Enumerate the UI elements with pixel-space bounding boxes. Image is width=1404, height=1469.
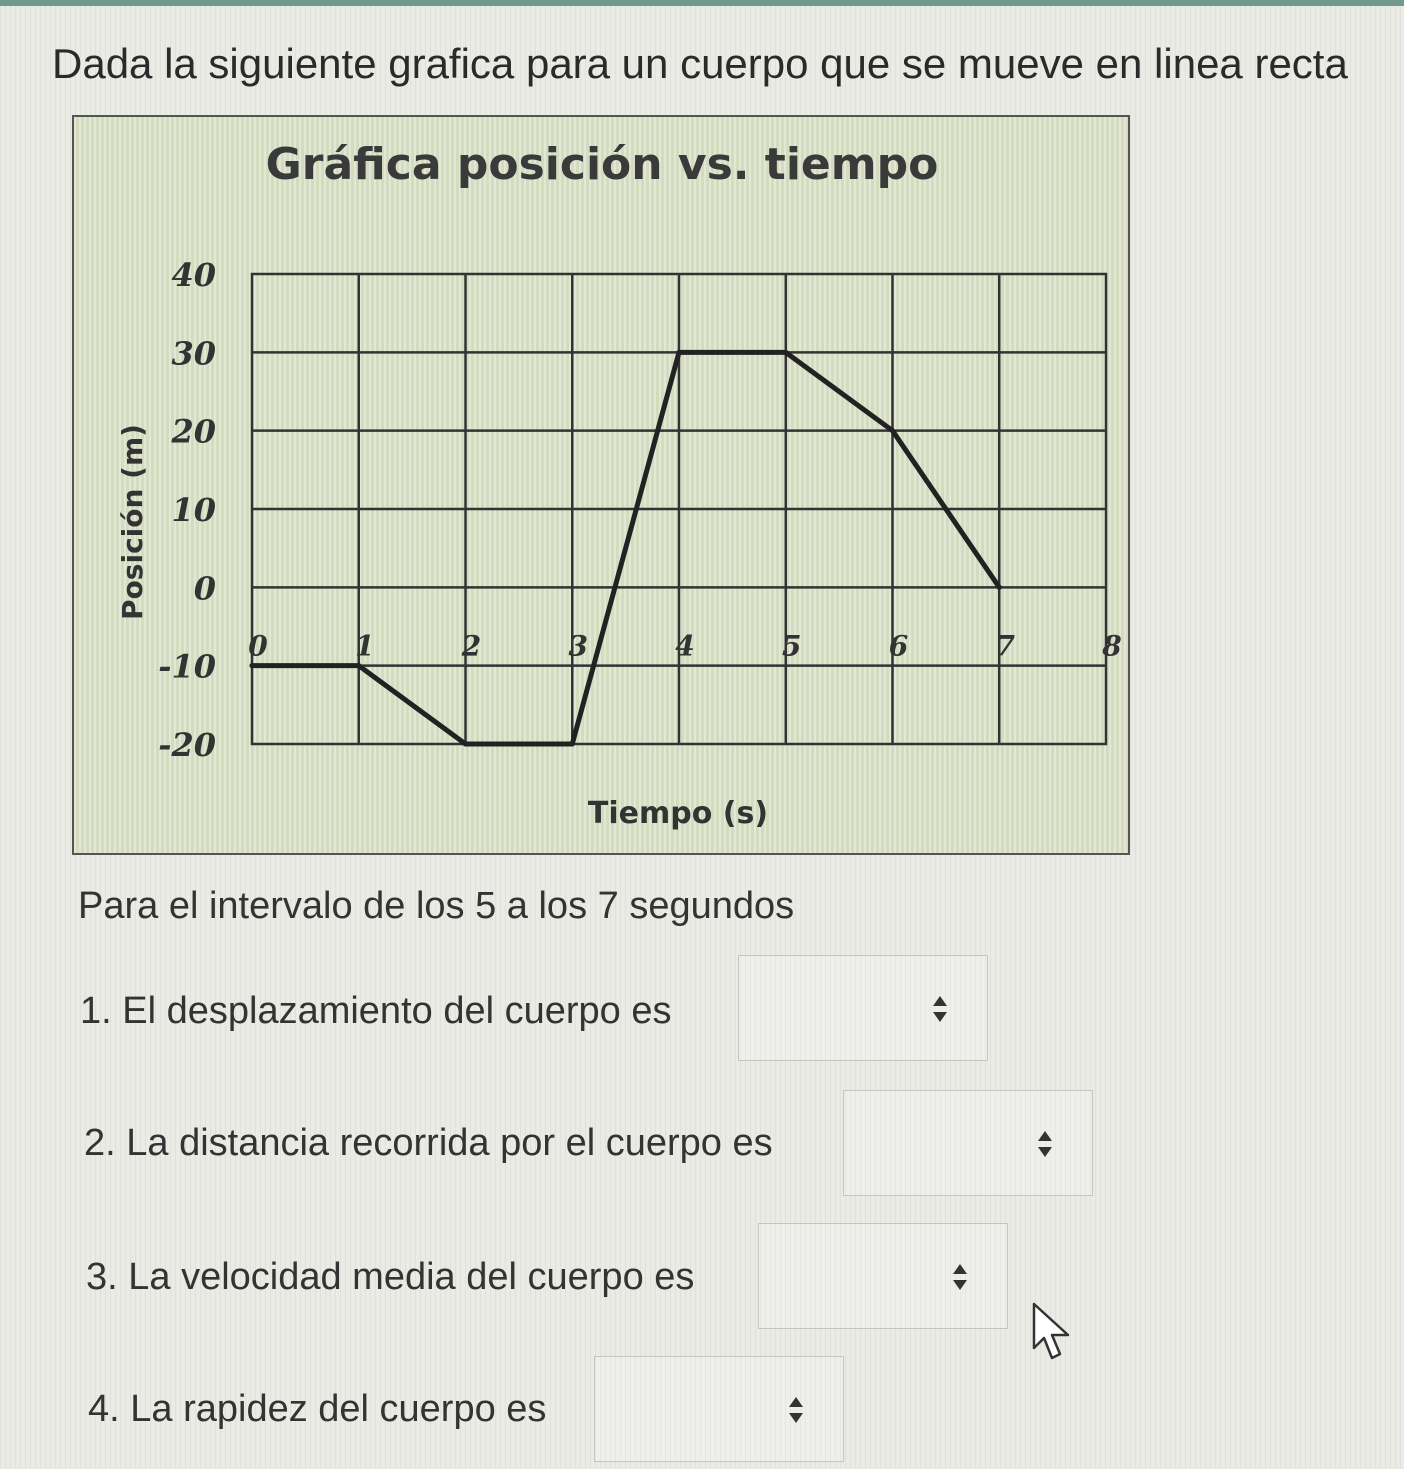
question-3-label: 3. La velocidad media del cuerpo es <box>86 1256 695 1298</box>
select-arrows-icon <box>933 994 947 1024</box>
data-point <box>250 663 255 668</box>
data-point <box>997 585 1002 590</box>
data-point <box>356 663 361 668</box>
y-tick-label: 30 <box>171 334 216 373</box>
question-4-answer-select[interactable] <box>594 1356 844 1462</box>
y-tick-label: 40 <box>171 256 216 294</box>
x-tick-label: 7 <box>995 629 1015 663</box>
position-time-chart <box>72 115 1130 855</box>
x-tick-label: 4 <box>675 629 695 663</box>
chart-svg <box>74 117 1130 853</box>
y-tick-label: 0 <box>193 569 216 608</box>
mouse-pointer-icon <box>1030 1302 1074 1364</box>
y-tick-label: 10 <box>171 491 216 529</box>
x-tick-label: 6 <box>888 629 909 663</box>
x-tick-label: 2 <box>461 629 482 663</box>
chart-title: Gráfica posición vs. tiempo <box>265 139 939 190</box>
interval-statement: Para el intervalo de los 5 a los 7 segundos <box>78 885 795 927</box>
x-tick-label: 0 <box>248 629 268 663</box>
x-tick-label: 8 <box>1102 629 1122 663</box>
data-point <box>463 742 468 747</box>
chart-y-axis-label: Posición (m) <box>116 424 149 620</box>
chart-series <box>250 350 1002 747</box>
top-strip <box>0 0 1404 6</box>
x-tick-label: 1 <box>355 629 375 663</box>
question-1-answer-select[interactable] <box>738 955 988 1061</box>
question-2-label: 2. La distancia recorrida por el cuerpo es <box>84 1122 773 1164</box>
chart-grid <box>252 274 1106 744</box>
x-tick-label: 3 <box>568 629 588 663</box>
data-point <box>570 742 575 747</box>
y-tick-label: -20 <box>158 726 216 764</box>
select-arrows-icon <box>789 1395 803 1425</box>
select-arrows-icon <box>1038 1129 1052 1159</box>
position-series-line <box>252 352 999 744</box>
select-arrows-icon <box>953 1262 967 1292</box>
data-point <box>783 350 788 355</box>
data-point <box>677 350 682 355</box>
question-1-label: 1. El desplazamiento del cuerpo es <box>80 990 672 1032</box>
x-tick-label: 5 <box>782 629 802 663</box>
question-4-label: 4. La rapidez del cuerpo es <box>88 1388 547 1430</box>
y-tick-label: -10 <box>158 647 216 686</box>
chart-x-axis-label: Tiempo (s) <box>587 796 769 831</box>
question-heading: Dada la siguiente grafica para un cuerpo que se mueve en linea recta <box>52 40 1348 87</box>
question-2-answer-select[interactable] <box>843 1090 1093 1196</box>
data-point <box>890 428 895 433</box>
y-tick-label: 20 <box>171 412 216 451</box>
question-3-answer-select[interactable] <box>758 1223 1008 1329</box>
